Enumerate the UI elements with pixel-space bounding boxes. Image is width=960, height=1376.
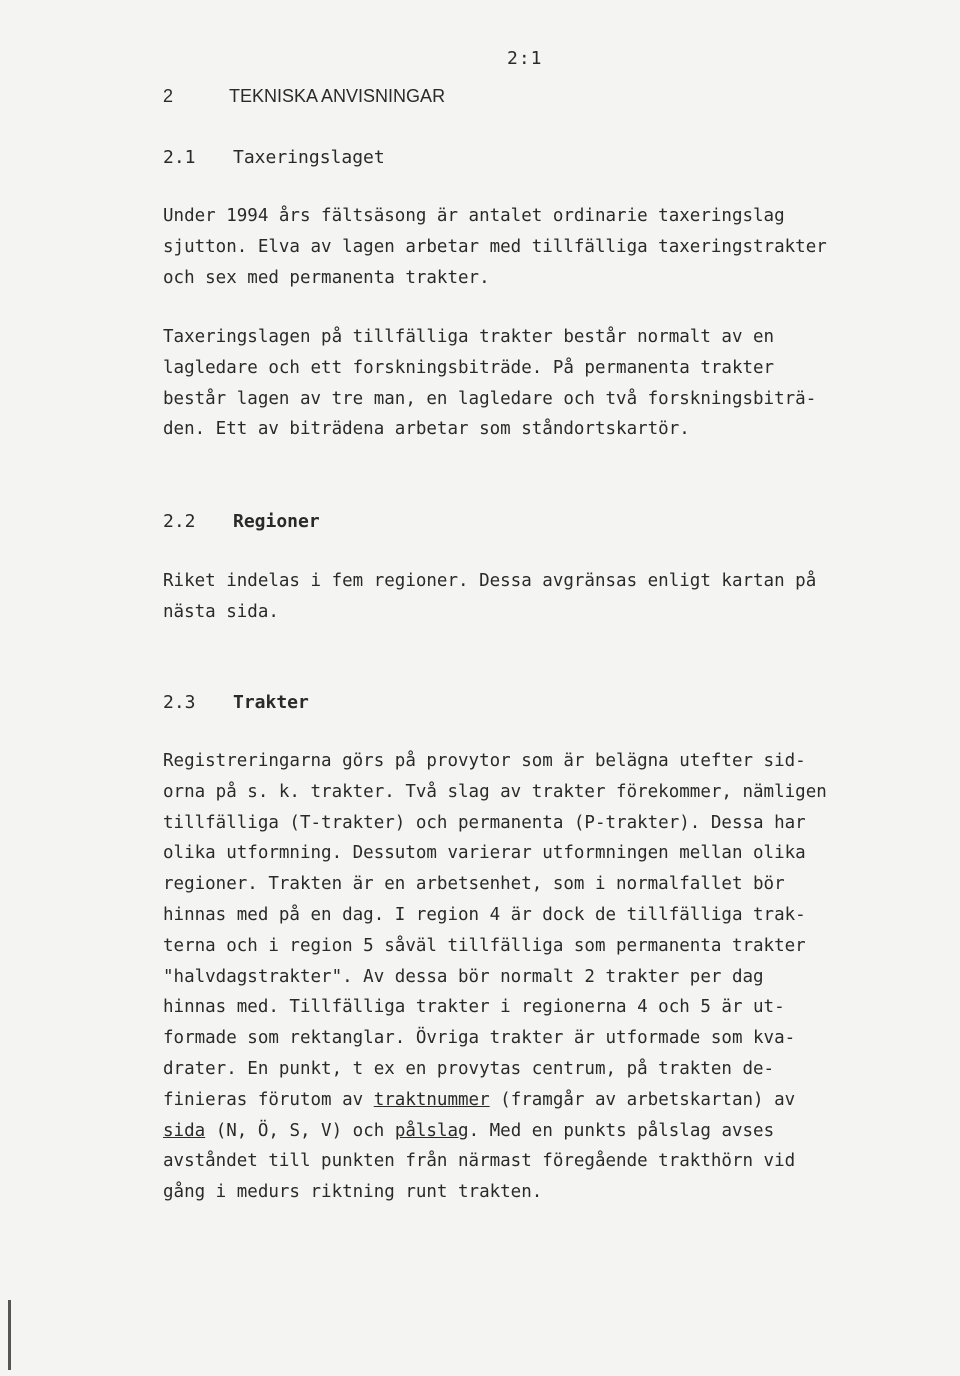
text-line: och sex med permanenta trakter. xyxy=(163,267,490,288)
section-2-1-paragraph-1 xyxy=(163,201,827,293)
text-line: regioner. Trakten är en arbetsenhet, som i normalfallet bör xyxy=(163,874,785,895)
underlined-term: sida xyxy=(163,1120,206,1141)
text-line: lagledare och ett forskningsbiträde. På permanenta trakter xyxy=(163,357,775,378)
underlined-term: traktnummer xyxy=(373,1089,490,1110)
text-line xyxy=(163,1085,827,1116)
page-number: 2:1 xyxy=(507,48,543,69)
scan-edge-mark xyxy=(8,1300,11,1370)
section-title: Trakter xyxy=(233,692,309,713)
underlined-term: pålslag xyxy=(394,1120,469,1141)
section-2-1-paragraph-2 xyxy=(163,322,816,445)
text-line: gång i medurs riktning runt trakten. xyxy=(163,1182,543,1203)
text-line: nästa sida. xyxy=(163,601,279,622)
text-line: Riket indelas i fem regioner. Dessa avgränsas enligt kartan på xyxy=(163,571,817,591)
text-line: terna och i region 5 såväl tillfälliga som permanenta trakter xyxy=(163,935,806,956)
chapter-number: 2 xyxy=(163,86,174,106)
section-2-2-heading xyxy=(163,511,320,532)
chapter-heading xyxy=(163,86,445,107)
text-line: består lagen av tre man, en lagledare och två forskningsbiträ- xyxy=(163,388,817,409)
text-line: Under 1994 års fältsäsong är antalet ordinarie taxeringslag xyxy=(163,206,785,226)
text-line: Registreringarna görs på provytor som är belägna utefter sid- xyxy=(163,751,806,771)
text-line: den. Ett av biträdena arbetar som ståndortskartör. xyxy=(163,419,690,440)
text-line xyxy=(163,1116,827,1147)
text-line: orna på s. k. trakter. Två slag av trakter förekommer, nämligen xyxy=(163,781,827,802)
text-line: avståndet till punkten från närmast föregående trakthörn vid xyxy=(163,1151,796,1172)
chapter-title: TEKNISKA ANVISNINGAR xyxy=(229,86,446,106)
section-2-1-heading xyxy=(163,147,385,168)
text-line: sjutton. Elva av lagen arbetar med tillfälliga taxeringstrakter xyxy=(163,236,827,257)
text-line: hinnas med. Tillfälliga trakter i regionerna 4 och 5 är ut- xyxy=(163,997,785,1018)
section-2-2-paragraph xyxy=(163,566,816,628)
section-2-3-heading xyxy=(163,692,309,713)
text-line: Taxeringslagen på tillfälliga trakter består normalt av en xyxy=(163,327,775,347)
section-title: Regioner xyxy=(233,511,320,532)
section-number: 2.1 xyxy=(163,147,196,168)
text-line: olika utformning. Dessutom varierar utformningen mellan olika xyxy=(163,843,806,864)
text-line: hinnas med på en dag. I region 4 är dock de tillfälliga trak- xyxy=(163,904,806,925)
text-fragment: (N, Ö, S, V) och xyxy=(205,1120,395,1141)
text-line: formade som rektanglar. Övriga trakter är utformade som kva- xyxy=(163,1028,796,1049)
section-number: 2.2 xyxy=(163,511,196,532)
text-line: "halvdagstrakter". Av dessa bör normalt 2 trakter per dag xyxy=(163,966,764,987)
text-fragment: finieras förutom av xyxy=(163,1089,374,1110)
text-line: tillfälliga (T-trakter) och permanenta (P-trakter). Dessa har xyxy=(163,812,806,833)
section-2-3-paragraph xyxy=(163,746,827,1208)
text-fragment: . Med en punkts pålslag avses xyxy=(468,1120,775,1141)
section-title: Taxeringslaget xyxy=(233,147,385,168)
text-line: drater. En punkt, t ex en provytas centrum, på trakten de- xyxy=(163,1058,775,1079)
section-number: 2.3 xyxy=(163,692,196,713)
text-fragment: (framgår av arbetskartan) av xyxy=(489,1089,796,1110)
